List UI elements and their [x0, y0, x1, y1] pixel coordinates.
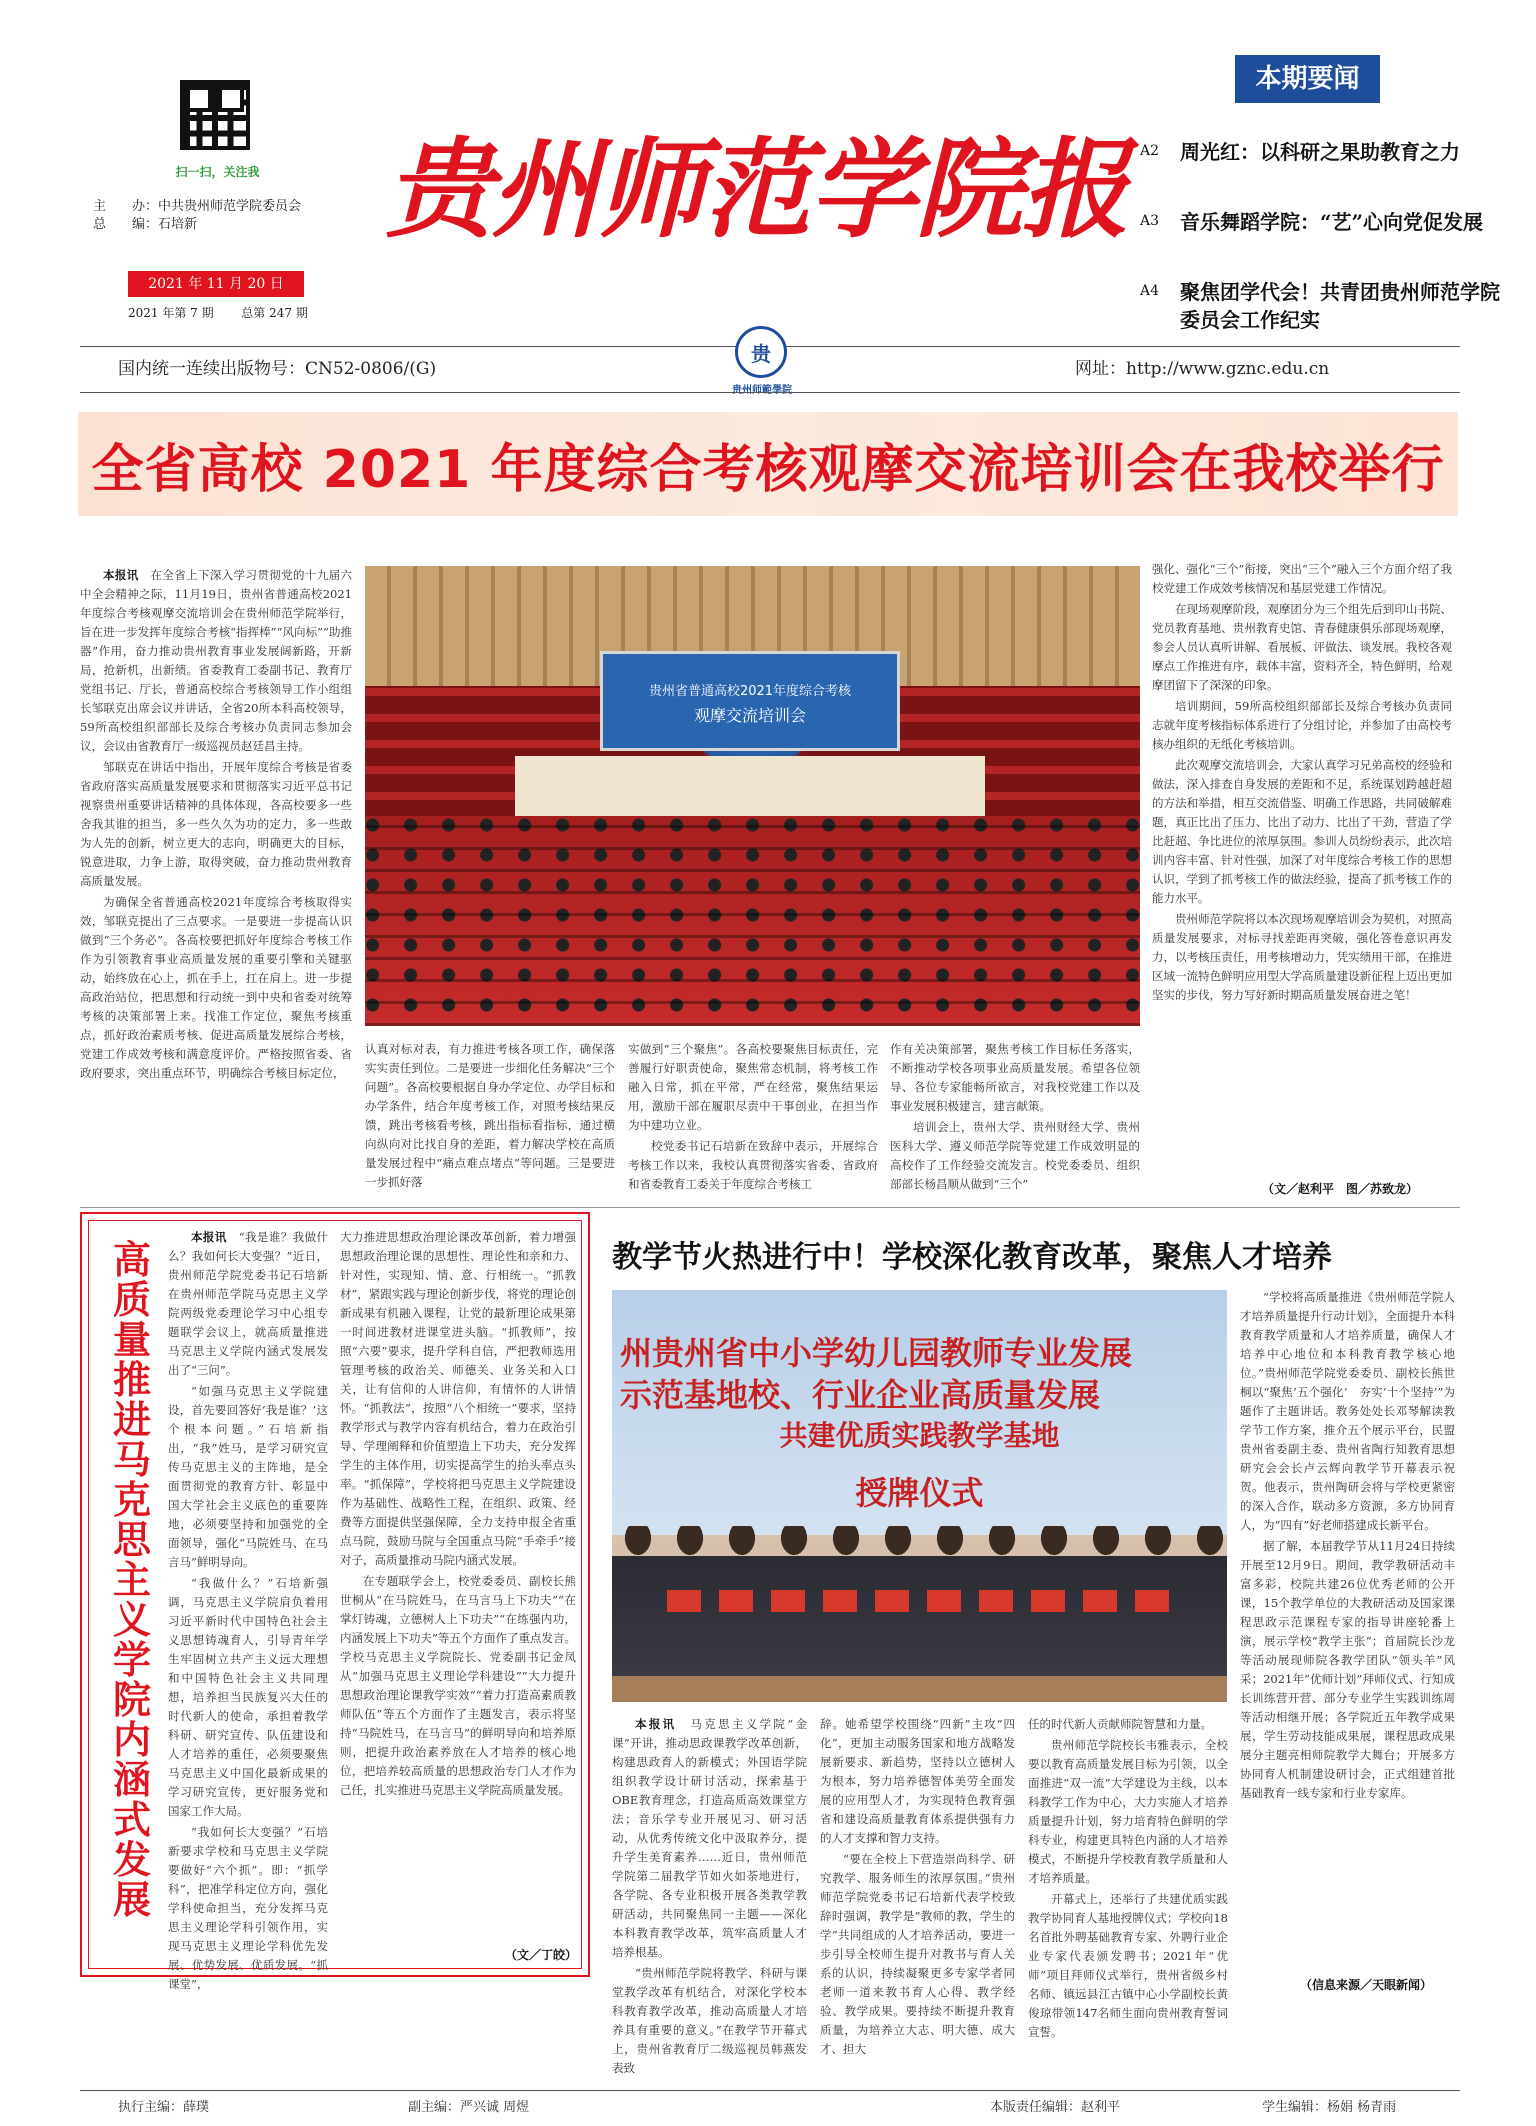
highlights-heading: 本期要闻 [1235, 55, 1380, 103]
photo-banner-line3: 共建优质实践教学基地 [779, 1419, 1060, 1452]
photo-banner-line2: 示范基地校、行业企业高质量发展 [620, 1376, 1101, 1414]
sponsor-label: 主 办： [93, 199, 159, 214]
article3-col2-p2: “要在全校上下营造崇尚科学、研究教学、服务师生的浓厚氛围。”贵州师范学院党委书记石培新代表学校致辞时强调，教学是“教师的教，学生的学”共同组成的人才培养活动，要进一步引导全校师生提升对教书与育人关系的认识，持续凝聚更多专家学者同老师一道来教书育人心得、教学经验、教学成果。要持续不断提升教育质量，为培养立大志、明大德、成大才、担大 [820, 1852, 1015, 2056]
photo-people [612, 1526, 1227, 1702]
article2-col1 [168, 1228, 328, 1991]
photo-audience [365, 816, 1140, 1026]
article1-lead: 本报讯 [103, 568, 139, 582]
highlight-item[interactable] [1140, 138, 1500, 166]
article3-col3-p2: 贵州师范学院校长韦雅表示，全校要以教育高质量发展目标为引领，以全面推进“双一流”大学建设为主线，以本科教学工作为中心，大力实施人才培养质量提升计划，努力培育特色鲜明的学科专业，构建更具特色内涵的人才培养模式，不断提升学校教育教学质量和人才培养质量。 [1028, 1738, 1228, 1885]
footer-deputy-editor: 副主编：严兴诚 周煜 [408, 2100, 530, 2115]
article2-col2-text: 大力推进思想政治理论课改革创新，着力增强思想政治理论课的思想性、理论性和亲和力、针对性，实现知、情、意、行相统一。“抓教材”，紧跟实践与理论创新步伐，将党的理论创新成果有机融入课程，让党的最新理论成果第一时间进教材进课堂进头脑。“抓教师”，按照“六要”要求，提升学科自信，严把教师选用管理考核的政治关、师德关、业务关和入口关，让有信仰的人讲信仰，有情怀的人讲情怀。“抓教法”，按照“八个相统一”要求，坚持教学形式与教学内容有机结合，着力在政治引导、学理阐释和价值塑造上下功夫，充分发挥学生的主体作用，切实提高学生的抬头率点头率。“抓保障”，学校将把马克思主义学院建设作为基础性、战略性工程，在组织、政策、经费等方面提供坚强保障，全力支持申报全省重点马院，鼓励马院与全国重点马院“手牵手”接对子，高质量推动马院内涵式发展。 [340, 1230, 576, 1567]
masthead-rule-bottom [80, 392, 1460, 393]
article1-right-p1: 强化、强化“三个”衔接，突出“三个”融入三个方面介绍了我校党建工作成效考核情况和基层党建工作情况。 [1152, 562, 1452, 595]
editor-line [93, 216, 197, 234]
total-issue: 总第 247 期 [241, 306, 308, 320]
newspaper-title: 贵州师范学院报 [385, 127, 1128, 253]
article2-lead: 本报讯 [191, 1230, 227, 1244]
article2-col1-p4: “我如何长大变强？”石培新要求学校和马克思主义学院要做好“六个抓”。即：“抓学科”，把准学科定位方向，强化学科使命担当，充分发挥马克思主义理论学科引领作用，实现马克思主义理论学科优先发展、优势发展、优质发展。“抓课堂”， [168, 1825, 328, 1991]
footer-student-editor: 学生编辑：杨娟 杨青雨 [1262, 2100, 1397, 2115]
highlight-page: A4 [1140, 283, 1160, 299]
highlight-title: 周光红：以科研之果助教育之力 [1180, 140, 1460, 164]
editor: 石培新 [158, 217, 198, 232]
article3-right-p1: “学校将高质量推进《贵州师范学院人才培养质量提升行动计划》，全面提升本科教育教学质量和人才培养质量，确保人才培养中心地位和本科教育教学核心地位。”贵州师范学院党委委员、副校长熊世桐以“聚焦‘五个强化’ 夯实‘十个坚持’”为题作了主题讲话。教务处处长邓琴解读教学节工作方案，推介五个展示平台，民盟贵州省委副主委、贵州省陶行知教育思想研究会会长卢云辉向教学节开幕表示祝贺。他表示，贵州陶研会将与学校更紧密的深入合作，联动多方资源，多方协同育人，为“四有”好老师搭建成长新平台。 [1240, 1290, 1455, 1532]
article1-headline-banner [78, 412, 1458, 516]
article3-right-col [1240, 1288, 1455, 1976]
article3-credit: （信息来源／天眼新闻） [1300, 1978, 1433, 1992]
article2-credit: （文／丁皎） [505, 1948, 578, 1962]
article3-col1-p1: 马克思主义学院“金课”开讲，推动思政课教学改革创新，构建思政育人的新模式；外国语学院组织教学设计研讨活动，探索基于OBE教育理念，打造高质高效课堂方法；音乐学专业开展见习、研习活动，从优秀传统文化中汲取养分，提升学生美育素养……近日，贵州师范学院第二届教学节如火如荼地进行，各学院、各专业积极开展各类教学教研活动，共同聚焦同一主题——深化本科教育教学改革，筑牢高质量人才培养根基。 [612, 1717, 807, 1959]
article3-col1 [612, 1715, 807, 2075]
photo-banner-line1: 州贵州省中小学幼儿园教师专业发展 [620, 1334, 1133, 1372]
article2-col1-p2: “如强马克思主义学院建设，首先要回答好‘我是谁？’这个根本问题。”石培新指出，“我”姓马，是学习研究宣传马克思主义的主阵地，是全面贯彻党的教育方针、彰显中国大学社会主义底色的重要阵地，必须要坚持和加强党的全面领导，强化“马院姓马、在马言马”鲜明导向。 [168, 1384, 328, 1569]
article1-col3-p2: 校党委书记石培新在致辞中表示，开展综合考核工作以来，我校认真贯彻落实省委、省政府和省委教育工委关于年度综合考核工 [628, 1139, 878, 1191]
section-divider [80, 1207, 1460, 1208]
footer-chief-editor: 执行主编：薛璞 [118, 2100, 210, 2115]
article3-col3-p3: 开幕式上，还举行了共建优质实践教学协同育人基地授牌仪式；学校向18名首批外聘基础教育专家、外聘行业企业专家代表颁发聘书；2021年“优师”项目拜师仪式举行，贵州省级乡村名师、镇远县江古镇中心小学副校长黄俊琼带领147名师生面向贵州教育誓词宣誓。 [1028, 1892, 1228, 2039]
article3-headline: 教学节火热进行中！学校深化教育改革，聚焦人才培养 [612, 1240, 1332, 1275]
article1-col1-p1: 在全省上下深入学习贯彻党的十九届六中全会精神之际，11月19日，贵州省普通高校2021年度综合考核观摩交流培训会在贵州师范学院举行，旨在进一步发挥年度综合考核“指挥棒”“风向标”“助推器”作用，奋力推动贵州教育事业发展阔新路，开新局，抢新机，出新绩。省委教育工委副书记、教育厅党组书记、厅长，普通高校综合考核领导工作小组组长邹联克出席会议并讲话，全省20所本科高校领导，59所高校组织部部长及综合考核办负责同志参加会议，会议由省教育厅一级巡视员赵廷昌主持。 [80, 568, 352, 753]
article3-col1-p2: “贵州师范学院将教学、科研与课堂教学改革有机结合，对深化学校本科教育教学改革，推动高质量人才培养具有重要的意义。”在教学节开幕式上，贵州省教育厅二级巡视员韩燕发表致 [612, 1966, 807, 2075]
photo-stage [515, 756, 985, 816]
article1-col2-text: 认真对标对表，有力推进考核各项工作，确保落实实责任到位。二是要进一步细化任务解决“三个问题”。各高校要根据自身办学定位、办学目标和办学条件，结合年度考核工作，对照考核结果反馈，跳出考核看考核，跳出指标看指标，通过横向纵向对比找自身的差距，着力解决学校在高质量发展过程中“痛点难点堵点”等问题。三是要进一步抓好落 [365, 1042, 615, 1189]
footer-page-editor: 本版责任编辑：赵利平 [990, 2100, 1121, 2115]
logo-text: 贵州师範學院 [732, 385, 792, 396]
photo-screen-line1: 贵州省普通高校2021年度综合考核 [648, 684, 852, 699]
article1-right-p4: 此次观摩交流培训会，大家认真学习兄弟高校的经验和做法，深入排查自身发展的差距和不足，系统谋划跨越赶超的方法和举措，相互交流借鉴、明确工作思路，共同破解难题，真正比出了压力、比出了动力、比出了干劲，营造了学比赶超、争比进位的浓厚氛围。参训人员纷纷表示，此次培训内容丰富、针对性强，加深了对年度综合考核工作的思想认识，学到了抓考核工作的做法经验，提高了抓考核工作的能力水平。 [1152, 758, 1452, 905]
article3-col3 [1028, 1715, 1228, 2039]
highlight-title: 音乐舞蹈学院：“艺”心向党促发展 [1180, 210, 1484, 234]
qr-caption: 扫一扫，关注我 [175, 165, 260, 179]
article1-col1-p3: 为确保全省普通高校2021年度综合考核取得实效，邹联克提出了三点要求。一是要进一步提高认识做到“三个务必”。各高校要把抓好年度综合考核工作作为引领教育事业高质量发展的重要引擎和关键驱动，始终放在心上，抓在手上，扛在肩上。进一步提高政治站位，把思想和行动统一到中央和省委对统筹考核的决策部署上来。找准工作定位，聚焦考核重点，抓好政治素质考核、促进高质量发展综合考核，党建工作成效考核和满意度评价。严格按照省委、省政府要求，突出重点环节，明确综合考核目标定位， [80, 895, 352, 1080]
photo-screen [600, 651, 900, 751]
article1-photo [365, 566, 1140, 1026]
article3-right-p2: 据了解，本届教学节从11月24日持续开展至12月9日。期间，教学教研活动丰富多彩，校院共建26位优秀老师的公开课，15个教学单位的大教研活动及国家课程思政示范课程专家的指导讲座轮番上演，展示学校“教学主张”；首届院长沙龙等活动展现师院各教学团队“领头羊”风采；2021年“优师计划”拜师仪式、行知成长训练营开营、部分专业学生实践训练周等活动相继开展；各学院近五年教学成果展，学生劳动技能成果展，课程思政成果展分主题亮相师院教学大舞台；开展多方协同育人机制建设研讨会，正式组建首批基础教育一线专家和行业专家库。 [1240, 1539, 1455, 1800]
article1-right-col [1152, 560, 1452, 1172]
article2-col2 [340, 1228, 576, 1940]
article1-col3-text: 实做到“三个聚焦”。各高校要聚焦目标责任，完善履行好职责使命，聚焦常态机制，将考核工作融入日常，抓在平常，严在经常，聚焦结果运用，激励干部在履职尽责中干事创业，在担当作为中建功立业。 [628, 1042, 878, 1132]
photo-banner-line4: 授牌仪式 [855, 1474, 984, 1512]
website[interactable]: 网址：http://www.gznc.edu.cn [1075, 359, 1330, 379]
highlight-item[interactable] [1140, 208, 1500, 236]
photo-plaques [667, 1590, 1187, 1612]
article2-col1-p3: “我做什么？”石培新强调，马克思主义学院肩负着用习近平新时代中国特色社会主义思想铸魂育人，引导青年学生牢固树立共产主义远大理想和中国特色社会主义共同理想，培养担当民族复兴大任的时代新人的使命，承担着教学科研、研究宣传、队伍建设和人才培养的重任，必须要聚焦马克思主义中国化最新成果的学习研究宣传，更好服务党和国家工作大局。 [168, 1576, 328, 1818]
qr-code [180, 80, 250, 150]
article1-col4 [890, 1040, 1140, 1205]
school-logo-icon: 贵 [735, 326, 787, 378]
article3-lead: 本报讯 [635, 1717, 677, 1731]
article2-col2-p2: 在专题联学会上，校党委委员、副校长熊世桐从“在马院姓马，在马言马上下功夫”“在掌灯铸魂，立德树人上下功夫”“在练强内功，内涵发展上下功夫”等五个方面作了重点发言。学校马克思主义学院院长、党委副书记金凤从“加强马克思主义理论学科建设”“大力提升思想政治理论课教学实效”“着力打造高素质教师队伍”等五个方面作了主题发言，表示将坚持“马院姓马，在马言马”的鲜明导向和培养原则，把提升政治素养放在人才培养的核心地位，把培养较高质量的思想政治专门人才作为己任，扎实推进马克思主义学院高质量发展。 [340, 1574, 576, 1797]
article1-col3 [628, 1040, 878, 1205]
highlight-page: A2 [1140, 143, 1160, 159]
article2-vertical-title: 高质量推进马克思主义学院内涵式发展 [112, 1238, 151, 1922]
article1-right-p3: 培训期间，59所高校组织部部长及综合考核办负责同志就年度考核指标体系进行了分组讨论，并参加了由高校考核办组织的无纸化考核培训。 [1152, 699, 1452, 751]
sponsor: 中共贵州师范学院委员会 [158, 199, 302, 214]
article1-right-p2: 在现场观摩阶段，观摩团分为三个组先后到印山书院、党员教育基地、贵州教育史馆、青春健康俱乐部现场观摩，参会人员认真听讲解、看展板、评做法、谈发展。我校各观摩点工作推进有序，载体丰富，资料齐全，特色鲜明，给观摩团留下了深深的印象。 [1152, 602, 1452, 692]
issue-line [128, 304, 308, 321]
article1-col1 [80, 566, 352, 1206]
footer-rule [80, 2090, 1460, 2091]
article1-col4-p2: 培训会上，贵州大学、贵州财经大学、贵州医科大学、遵义师范学院等党建工作成效明显的高校作了工作经验交流发言。校党委委员、组织部部长杨昌顺从做到“三个” [890, 1120, 1140, 1191]
article1-col2 [365, 1040, 615, 1205]
article1-headline: 全省高校 2021 年度综合考核观摩交流培训会在我校举行 [91, 439, 1445, 500]
article1-col1-p2: 邹联克在讲话中指出，开展年度综合考核是省委省政府落实高质量发展要求和贯彻落实习近平总书记视察贵州重要讲话精神的具体体现，各高校要多一些舍我其谁的担当，多一些久久为功的定力，多一些敢为人先的创新，树立更大的志向，明确更大的目标，锐意进取，力争上游，取得突破，奋力推动贵州教育高质量发展。 [80, 760, 352, 888]
article3-col2-text: 辞。她希望学校围绕“四新”主攻“四化”，更加主动服务国家和地方战略发展新要求、新趋势，坚持以立德树人为根本，努力培养德智体美劳全面发展的应用型人才，为实现特色教育强省和建设高质量教育体系提供强有力的人才支撑和智力支持。 [820, 1717, 1015, 1845]
article1-right-p5: 贵州师范学院将以本次现场观摩培训会为契机，对照高质量发展要求，对标寻找差距再突破，强化答卷意识再发力，以考核压责任，用考核增动力，凭实绩用干部，在推进区域一流特色鲜明应用型大学高质量建设新征程上迈出更加坚实的步伐，努力写好新时期高质量发展奋进之笔！ [1152, 912, 1452, 1002]
highlight-item[interactable] [1140, 278, 1500, 334]
article2-col1-p1: “我是谁？我做什么？我如何长大变强？”近日，贵州师范学院党委书记石培新在贵州师范学院马克思主义学院两级党委理论学习中心组专题联学会议上，就高质量推进马克思主义学院内涵式发展发出了“三问”。 [168, 1230, 328, 1377]
article1-col4-text: 作有关决策部署，聚焦考核工作目标任务落实，不断推动学校各项事业高质量发展。希望各位领导、各位专家能畅所欲言，对我校党建工作以及事业发展积极建言，建言献策。 [890, 1042, 1140, 1113]
article1-credit: （文／赵利平 图／苏致龙） [1262, 1182, 1419, 1196]
article3-col2 [820, 1715, 1015, 2056]
sponsor-line [93, 198, 301, 216]
issue: 2021 年第 7 期 [128, 306, 214, 320]
cn-number: 国内统一连续出版物号：CN52-0806/(G) [118, 359, 437, 379]
highlight-title: 聚焦团学代会！共青团贵州师范学院委员会工作纪实 [1180, 280, 1500, 332]
date-tag: 2021 年 11 月 20 日 [128, 271, 304, 297]
article3-photo [612, 1290, 1227, 1702]
editor-label: 总 编： [93, 217, 159, 232]
article3-col3-text: 任的时代新人贡献师院智慧和力量。 [1028, 1717, 1212, 1731]
photo-screen-line2: 观摩交流培训会 [693, 706, 806, 725]
highlight-page: A3 [1140, 213, 1160, 229]
